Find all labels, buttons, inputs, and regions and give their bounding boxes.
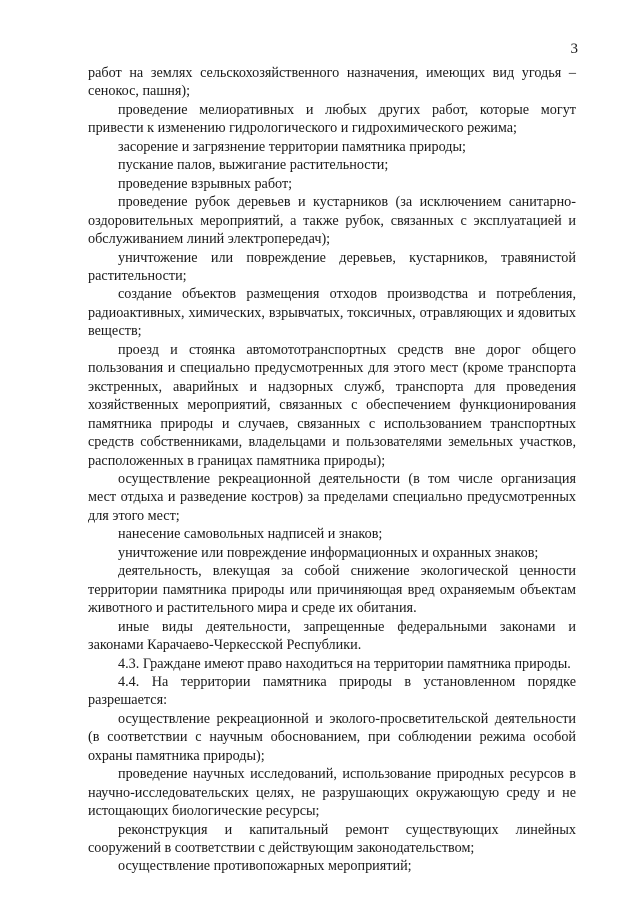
paragraph: засорение и загрязнение территории памятника природы; <box>118 138 466 155</box>
section-4-3: 4.3. Граждане имеют право находиться на территории памятника природы. <box>118 655 571 672</box>
paragraph: иные виды деятельности, запрещенные федеральными законами и законами Карачаево-Черкесской Республики. <box>88 618 576 654</box>
paragraph: создание объектов размещения отходов производства и потребления, радиоактивных, химических, взрывчатых, токсичных, отравляющих и ядовитых веществ; <box>88 286 576 340</box>
document-body <box>88 64 576 876</box>
paragraph: реконструкция и капитальный ремонт существующих линейных сооружений в соответствии с действующим законодательством; <box>88 821 576 857</box>
paragraph-continuation: работ на землях сельскохозяйственного назначения, имеющих вид угодья – сенокос, пашня); <box>88 65 576 100</box>
paragraph: пускание палов, выжигание растительности; <box>118 157 389 174</box>
paragraph: проведение рубок деревьев и кустарников (за исключением санитарно-оздоровительных мероприятий, а также рубок, связанных с эксплуатацией и обслуживанием линий электропередач); <box>88 194 576 248</box>
paragraph: осуществление рекреационной деятельности (в том числе организация мест отдыха и разведение костров) за пределами специально предусмотренных для этого мест; <box>88 470 576 524</box>
page-number: 3 <box>570 41 578 57</box>
paragraph: осуществление противопожарных мероприятий; <box>118 858 412 875</box>
paragraph: уничтожение или повреждение информационных и охранных знаков; <box>118 544 539 561</box>
paragraph: проезд и стоянка автомототранспортных средств вне дорог общего пользования и специально предусмотренных для этого мест (кроме транспорта экстренных, аварийных и надзорных служб, транспорта для проведения хозяйственных мероприятий, связанных с обеспечением функционирования памятника природы и случаев, связанных с использованием транспортных средств собственниками, владельцами и пользователями земельных участков, расположенных в границах памятника природы); <box>88 341 576 469</box>
paragraph: уничтожение или повреждение деревьев, кустарников, травянистой растительности; <box>88 249 576 284</box>
paragraph: проведение мелиоративных и любых других работ, которые могут привести к изменению гидрологического и гидрохимического режима; <box>88 101 576 137</box>
paragraph: нанесение самовольных надписей и знаков; <box>118 526 383 543</box>
section-4-4: 4.4. На территории памятника природы в установленном порядке разрешается: <box>88 673 576 709</box>
paragraph: деятельность, влекущая за собой снижение экологической ценности территории памятника природы или причиняющая вред охраняемым объектам животного и растительного мира и среде их обитания. <box>88 563 576 617</box>
paragraph: осуществление рекреационной и эколого-просветительской деятельности (в соответствии с научным обоснованием, при соблюдении режима особой охраны памятника природы); <box>88 710 576 764</box>
paragraph: проведение научных исследований, использование природных ресурсов в научно-исследовательских целях, не разрушающих окружающую среду и не истощающих биологические ресурсы; <box>88 766 576 820</box>
paragraph: проведение взрывных работ; <box>118 175 293 192</box>
